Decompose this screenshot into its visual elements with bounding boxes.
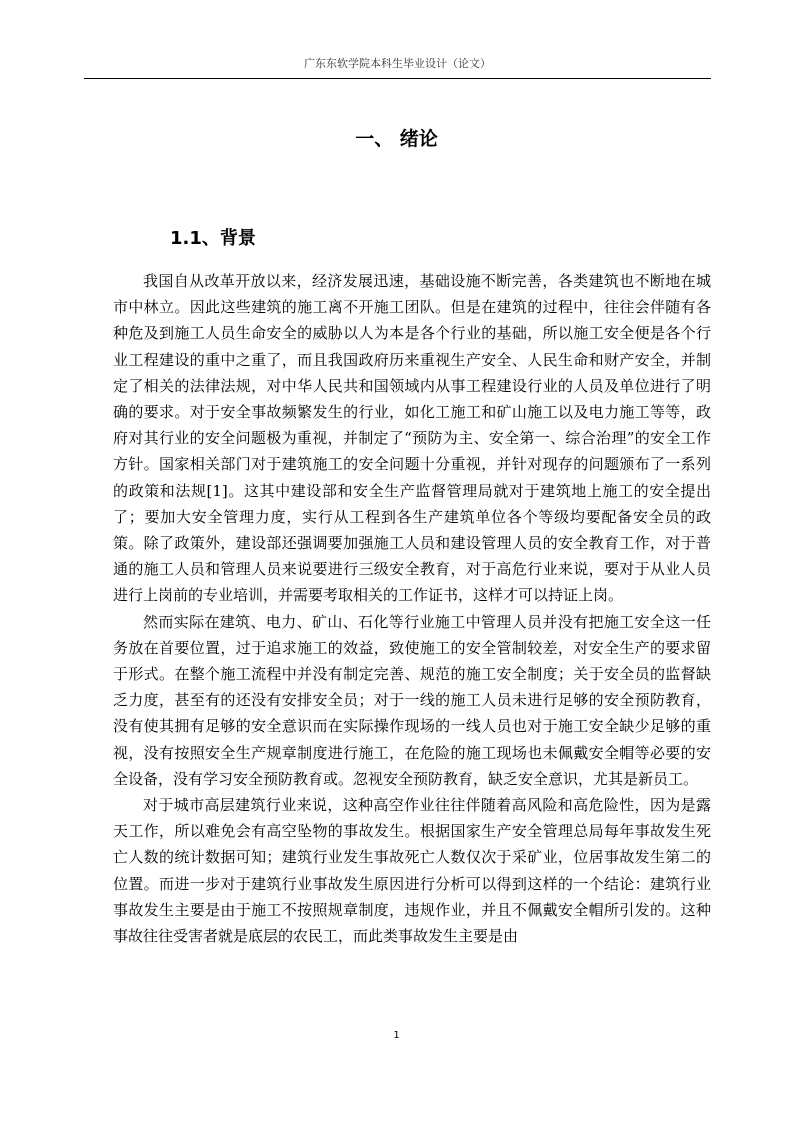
body-text [113,268,711,949]
paragraph: 对于城市高层建筑行业来说，这种高空作业往往伴随着高风险和高危险性，因为是露天工作，所以难免会有高空坠物的事故发生。根据国家生产安全管理总局每年事故发生死亡人数的统计数据可知；建筑行业发生事故死亡人数仅次于采矿业，位居事故发生第二的位置。而进一步对于建筑行业事故发生原因进行分析可以得到这样的一个结论：建筑行业事故发生主要是由于施工不按照规章制度，违规作业，并且不佩戴安全帽所引发的。这种事故往往受害者就是底层的农民工，而此类事故发生主要是由 [113,796,711,946]
page-number: 1 [393,1030,400,1041]
running-header: 广东东软学院本科生毕业设计（论文） [84,55,711,79]
paragraph: 我国自从改革开放以来，经济发展迅速，基础设施不断完善，各类建筑也不断地在城市中林立。因此这些建筑的施工离不开施工团队。但是在建筑的过程中，往往会伴随有各种危及到施工人员生命安全的威胁以人为本是各个行业的基础，所以施工安全便是各个行业工程建设的重中之重了，而且我国政府历来重视生产安全、人民生命和财产安全，并制定了相关的法律法规，对中华人民共和国领域内从事工程建设行业的人员及单位进行了明确的要求。对于安全事故频繁发生的行业，如化工施工和矿山施工以及电力施工等等，政府对其行业的安全问题极为重视，并制定了“预防为主、安全第一、综合治理”的安全工作方针。国家相关部门对于建筑施工的安全问题十分重视，并针对现存的问题颁布了一系列的政策和法规[1]。这其中建设部和安全生产监督管理局就对于建筑地上施工的安全提出了；要加大安全管理力度，实行从工程到各生产建筑单位各个等级均要配备安全员的政策。除了政策外，建设部还强调要加强施工人员和建设管理人员的安全教育工作，对于普通的施工人员和管理人员来说要进行三级安全教育，对于高危行业来说，要对于从业人员进行上岗前的专业培训，并需要考取相关的工作证书，这样才可以持证上岗。 [113,272,711,605]
paragraph: 然而实际在建筑、电力、矿山、石化等行业施工中管理人员并没有把施工安全这一任务放在首要位置，过于追求施工的效益，致使施工的安全管制较差，对安全生产的要求留于形式。在整个施工流程中并没有制定完善、规范的施工安全制度；关于安全员的监督缺乏力度，甚至有的还没有安排安全员；对于一线的施工人员未进行足够的安全预防教育，没有使其拥有足够的安全意识而在实际操作现场的一线人员也对于施工安全缺少足够的重视，没有按照安全生产规章制度进行施工，在危险的施工现场也未佩戴安全帽等必要的安全设备，没有学习安全预防教育或。忽视安全预防教育，缺乏安全意识，尤其是新员工。 [113,612,711,788]
chapter-title: 一、 绪论 [355,128,438,150]
section-title: 1.1、背景 [170,228,256,249]
